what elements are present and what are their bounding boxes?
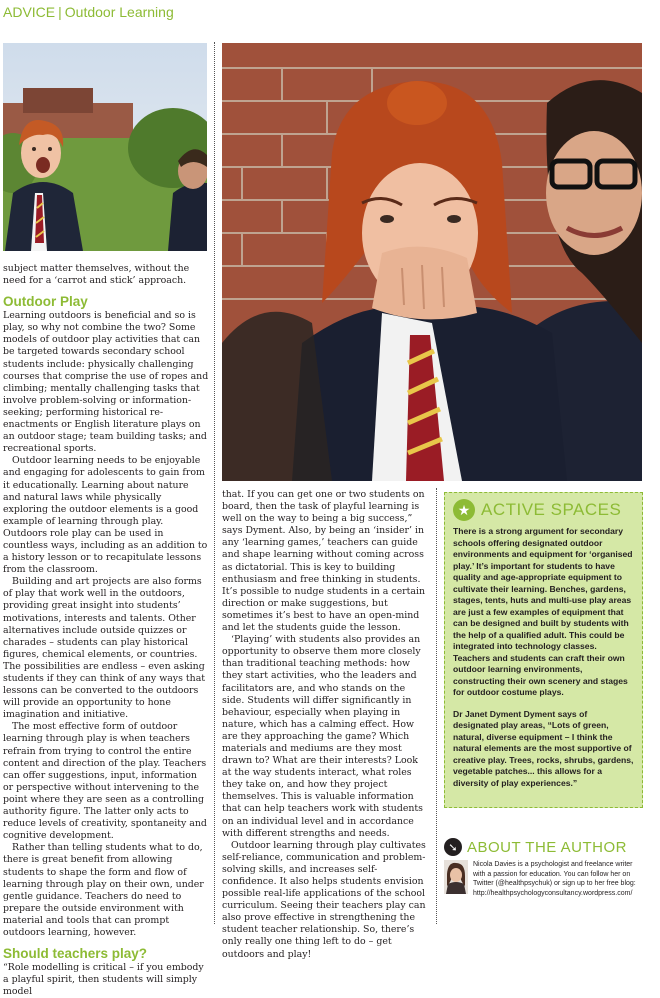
- author-bio: Nicola Davies is a psychologist and freelance writer with a passion for education. You can follow her on Twitter (@healthpsychuk) or sign up to her free blog: http://healthpsychologyconsultancy.wordpress.com/: [473, 861, 636, 897]
- photo-girls-laughing: [222, 43, 642, 481]
- article-column-1: [3, 263, 209, 998]
- section-label: ADVICE: [3, 4, 56, 20]
- paragraph: “Role modelling is critical – if you embody a playful spirit, then students will simply model: [3, 962, 204, 998]
- about-author-title: ABOUT THE AUTHOR: [467, 838, 627, 856]
- heading-should-teachers-play: Should teachers play?: [3, 946, 148, 962]
- heading-outdoor-play: Outdoor Play: [3, 294, 88, 310]
- header-separator: |: [58, 4, 62, 20]
- active-spaces-box: [444, 492, 643, 808]
- about-author-header: [444, 838, 643, 856]
- article-column-2: [222, 489, 430, 961]
- paragraph: that. If you can get one or two students on board, then the task of playful learning is well on the way to being a big success,” says Dyment. Also, by being an ‘insider’ in any ‘learning games,’ teachers can guide and shape learning without coming across as dictatorial. This is key to building enthusiasm and free thinking in students. It’s possible to nudge students in a certain direction or make suggestions, but sometimes it’s best to have an open-mind and let the students guide the lesson.: [222, 489, 426, 634]
- about-author-box: [444, 838, 643, 898]
- paragraph: Outdoor learning through play cultivates self-reliance, communication and problem-solving skills, and increases self-confidence. It also helps students envision possible real-life applications of the school curriculum. Seeing their teachers play can also prove effective in strengthening the student teacher relationship. So, there’s only really one thing left to do – get outdoors and play!: [222, 839, 426, 960]
- paragraph: Dr Janet Dyment Dyment says of designated play areas, “Lots of green, natural, diverse equipment – I think the natural elements are the most supportive of creative play. Trees, rocks, shrubs, gardens, vegetable patches... this allows for a diversity of play experiences.”: [453, 708, 634, 788]
- paragraph: ‘Playing’ with students also provides an opportunity to observe them more closely than traditional teaching methods: how they start activities, who the leaders and facilitators are, and who stands on the side. Students will differ significantly in behaviour, especially when playing in nature, which has a calming effect. How are they approaching the game? Which materials and mediums are they most drawn to? What are their interests? Look at the way students interact, what roles they take on, and how they project themselves. This is valuable information that can help teachers work with students on an individual level and in accordance with different strengths and needs.: [222, 634, 423, 839]
- paragraph: Building and art projects are also forms of play that work well in the outdoors, providing great insight into students’ motivations, interests and talents. Other alternatives include outside quizzes or charades – students can play historical figures, chemical elements, or countries. The possibilities are endless – even asking students if they can think of any ways that lessons can be converted to the outdoors will provide an opportunity to hone imagination and initiative.: [3, 576, 206, 721]
- paragraph: The most effective form of outdoor learning through play is when teachers refrain from trying to control the entire content and direction of the play. Teachers can offer suggestions, input, information or perspective without intervening to the point where they are seen as a controlling authority figure. The latter only acts to reduce levels of creativity, spontaneity and cognitive development.: [3, 721, 207, 842]
- page-header: [3, 4, 174, 20]
- column-divider-right: [436, 488, 437, 924]
- author-photo: [444, 860, 468, 894]
- paragraph: There is a strong argument for secondary schools offering designated outdoor environments and equipment for ‘organised play.’ It’s important for students to have quality and age-appropriate equipment to cultivate their learning. Benches, gardens, stages, tents, huts and multi-use play areas are just a few examples of equipment that can be designed and built by students with the help of a qualified adult. This could be integrated into technology classes. Teachers and students can craft their own outdoor learning environments, constructing their own scenery and stages for outdoor costume plays.: [453, 526, 633, 697]
- about-author-body: [444, 860, 643, 898]
- active-spaces-header: [453, 499, 634, 521]
- arrow-icon: ➘: [444, 838, 462, 856]
- paragraph: Outdoor learning needs to be enjoyable and engaging for adolescents to gain from it educationally. Learning about nature and natural laws while physically exploring the outdoor elements is a good example of learning through play. Outdoors role play can be used in countless ways, including as an addition to a history lesson or to recapitulate lessons from the classroom.: [3, 455, 208, 576]
- paragraph: subject matter themselves, without the need for a ‘carrot and stick’ approach.: [3, 263, 190, 287]
- section-title: Outdoor Learning: [64, 4, 174, 20]
- paragraph: Rather than telling students what to do, there is great benefit from allowing students to shape the form and flow of learning through play on their own, under gentle guidance. Teachers do need to prepare the outside environment with material and tools that can prompt outdoors learning, however.: [3, 842, 204, 938]
- photo-boy-outdoors: [3, 43, 207, 251]
- active-spaces-title: ACTIVE SPACES: [481, 500, 622, 519]
- column-divider-left: [214, 42, 215, 924]
- star-icon: ★: [453, 499, 475, 521]
- active-spaces-body: [453, 526, 634, 789]
- paragraph: Learning outdoors is beneficial and so is play, so why not combine the two? Some models of outdoor play activities that can be targeted towards secondary school students include: physically challenging courses that comprise the use of ropes and climbing; mentally challenging tasks that involve problem-solving or information-seeking; performing historical re-enactments or English literature plays on an outdoor stage; team building tasks; and recreational sports.: [3, 310, 209, 455]
